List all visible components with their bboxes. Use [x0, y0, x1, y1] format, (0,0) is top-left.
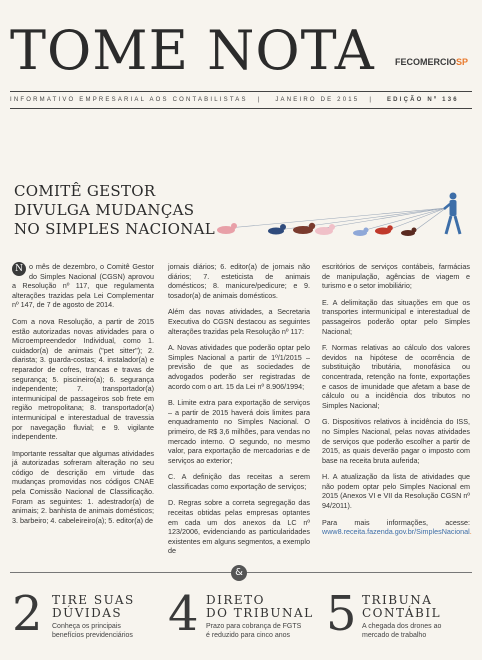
issue-date: JANEIRO DE 2015	[275, 97, 360, 103]
article-paragraph: B. Limite extra para exportação de serviços – a partir de 2015 haverá dois limites para enquadramento no Simples Nacional. O primeiro, de R$ 3,6 milhões, para vendas no mercado interno. O segundo, no mesmo valor, para exportação de mercadorias e de serviços ao exterior;	[168, 398, 310, 465]
teaser-subtitle: Conheça os principais benefícios previdenciários	[52, 623, 133, 639]
teaser-page-4[interactable]	[168, 586, 318, 650]
fecomercio-logo: FECOMERCIOSP	[394, 57, 468, 67]
teaser-subtitle: Prazo para cobrança de FGTS é reduzido para cinco anos	[206, 623, 302, 639]
article-column-1	[12, 262, 154, 532]
edition-number: EDIÇÃO Nº 136	[386, 97, 459, 103]
article-paragraph: H. A atualização da lista de atividades que não podem optar pelo Simples Nacional em 2015 (Anexos VI e VII da Resolução CGSN nº 94/2011).	[322, 472, 470, 511]
teaser-title: TRIBUNA CONTÁBIL	[362, 593, 442, 620]
article-paragraph: A. Novas atividades que poderão optar pelo Simples Nacional a partir de 1º/1/2015 – previsão de que as sociedades de advogados poderão ser registradas de acordo com o art. 15 da Lei nº 8.906/1994;	[168, 343, 310, 391]
teaser-title: DIRETO DO TRIBUNAL	[206, 593, 314, 620]
article-paragraph: N o mês de dezembro, o Comitê Gestor do Simples Nacional (CGSN) aprovou a Resolução nº 117, que regulamenta alterações trazidas pela Lei Complementar nº 147, de 7 de agosto de 2014.	[12, 262, 154, 310]
teaser-page-number: 4	[168, 586, 199, 642]
tagline: INFORMATIVO EMPRESARIAL AOS CONTABILISTAS	[10, 97, 248, 103]
masthead-rule-bottom	[10, 108, 472, 109]
teaser-page-number: 5	[326, 586, 357, 642]
article-column-2	[168, 262, 310, 563]
receita-link[interactable]: www8.receita.fazenda.gov.br/SimplesNacional	[322, 527, 470, 537]
article-paragraph: C. A definição das receitas a serem classificadas como exportação de serviços;	[168, 472, 310, 491]
article-headline: COMITÊ GESTOR DIVULGA MUDANÇAS NO SIMPLES NACIONAL	[14, 182, 216, 238]
dog-walker-illustration	[208, 190, 472, 240]
article-paragraph: jornais diários; 6. editor(a) de jornais não diários; 7. esteticista de animais domésticos; 8. manicure/pedicure; e 9. tosador(a) de animais domésticos.	[168, 262, 310, 300]
info-bar: INFORMATIVO EMPRESARIAL AOS CONTABILISTAS | JANEIRO DE 2015 | EDIÇÃO Nº 136	[10, 97, 459, 103]
walker-figure	[444, 193, 460, 235]
article-paragraph: Com a nova Resolução, a partir de 2015 estão autorizadas novas atividades para o Microempreendedor Individual, como 1. cuidador(a) de animais ("pet sitter"); 2. diarista; 3. guarda-costas; 4. instalador(a) e reparador de cofres, trancas e travas de segurança; 5. piscineiro(a); 6. segurança independente; 7. transportador(a) intermunicipal de passageiros sob frete em região metropolitana; 8. transportador(a) intermunicipal e interestadual de travessia por navegação fluvial; e 9. vigilante independente.	[12, 316, 154, 442]
article-paragraph: F. Normas relativas ao cálculo dos valores devidos na hipótese de ocorrência de substituição tributária, monofásica ou concentrada, retenção na fonte, exportações e casos de imunidade que afetam a base de cálculo ou a incidência dos tributos no Simples Nacional;	[322, 343, 470, 410]
article-paragraph: E. A delimitação das situações em que os transportes intermunicipal e interestadual de passageiros poderão optar pelo Simples Nacional;	[322, 297, 470, 336]
article-paragraph: D. Regras sobre a correta segregação das receitas obtidas pelas empresas optantes em cada um dos anexos da LC nº 123/2006, evidenciando as particularidades existentes em alguns segmentos, a exemplo de	[168, 498, 310, 556]
article-paragraph: Importante ressaltar que algumas atividades já autorizadas sofreram alteração no seu código de descrição em virtude das mudanças promovidas nos códigos CNAE pela Comissão Nacional de Classificação. Foram as seguintes: 1. adestrador(a) de animais; 2. banhista de animais domésticos; 3. barbeiro; 4. cabeleireiro(a); 5. editor(a) de	[12, 448, 154, 525]
dropcap: N	[12, 262, 26, 276]
masthead-title: TOME NOTA	[10, 19, 375, 82]
article-column-3	[322, 262, 470, 544]
article-paragraph: G. Dispositivos relativos à incidência do ISS, no Simples Nacional, pelas novas atividades de serviços que poderão escolher a partir de 2015, as quais deverão pagar o imposto com base na receita bruta auferida;	[322, 417, 470, 465]
teaser-subtitle: A chegada dos drones ao mercado de trabalho	[362, 623, 442, 639]
end-mark: .	[469, 527, 472, 537]
teaser-page-number: 2	[12, 586, 43, 642]
ampersand-badge: &	[231, 565, 247, 581]
teaser-title: TIRE SUAS DÚVIDAS	[52, 593, 135, 620]
masthead-rule-top	[10, 91, 472, 92]
article-paragraph: Para mais informações, acesse: www8.receita.fazenda.gov.br/SimplesNacional.	[322, 517, 472, 537]
article-paragraph: escritórios de serviços contábeis, farmácias de manipulação, agências de viagem e turismo e o setor imobiliário;	[322, 262, 470, 291]
article-paragraph: Além das novas atividades, a Secretaria Executiva do CGSN destacou as seguintes alterações trazidas pela Resolução nº 117:	[168, 307, 310, 336]
teaser-page-5[interactable]	[326, 586, 472, 650]
teaser-page-2[interactable]	[12, 586, 162, 650]
